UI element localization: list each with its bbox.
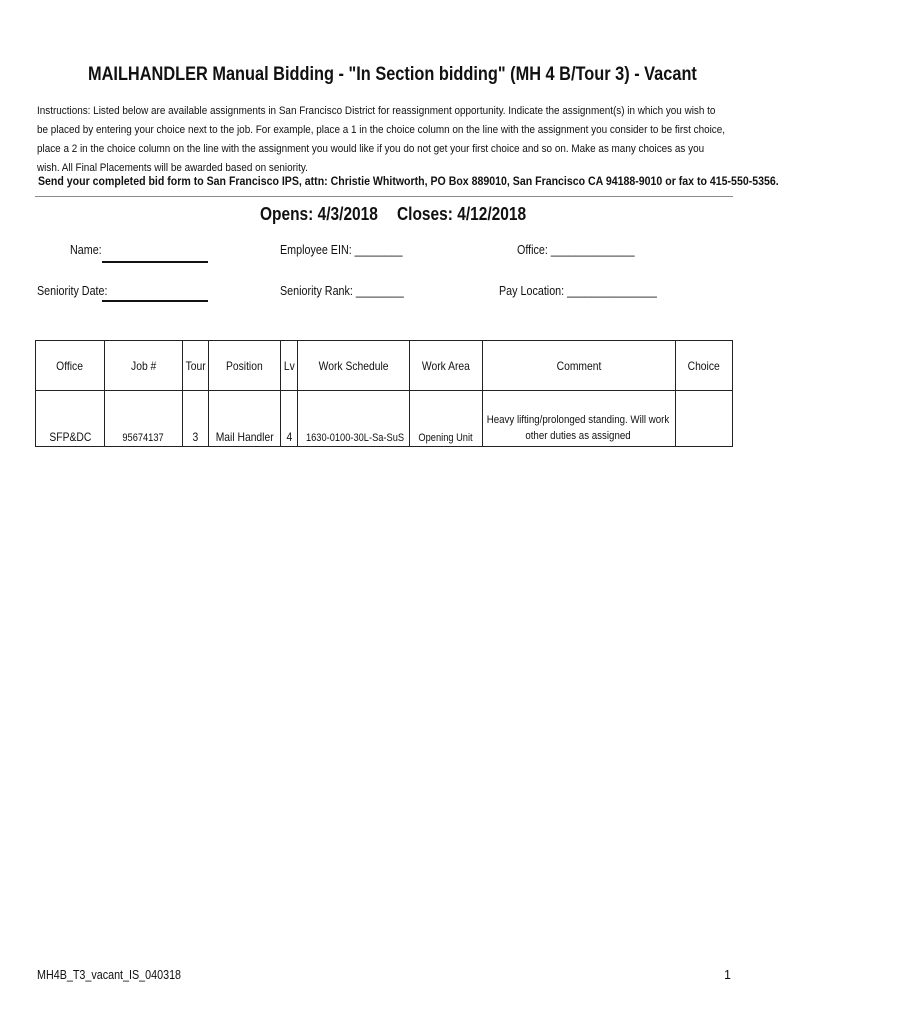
header-work-schedule <box>298 341 410 391</box>
seniority-date-field[interactable] <box>102 300 208 302</box>
table-row <box>36 391 733 447</box>
assignments-table <box>35 340 733 447</box>
footer-doc-id <box>37 968 204 982</box>
cell-job-text: 95674137 <box>122 432 165 444</box>
header-job <box>105 341 183 391</box>
header-choice <box>676 341 733 391</box>
header-tour <box>183 341 209 391</box>
employee-ein-field[interactable] <box>280 243 422 257</box>
cell-work-schedule <box>298 391 410 447</box>
seniority-date-label-text: Seniority Date: <box>37 284 108 298</box>
name-label <box>70 243 107 257</box>
divider <box>35 196 733 197</box>
name-label-text: Name: <box>70 243 102 257</box>
cell-lv-text: 4 <box>286 430 292 444</box>
cell-tour-text: 3 <box>192 430 199 444</box>
header-tour-text: Tour <box>185 358 206 373</box>
header-work-schedule-text: Work Schedule <box>318 358 389 373</box>
cell-comment <box>483 391 676 447</box>
pay-location-field[interactable] <box>499 284 683 298</box>
header-choice-text: Choice <box>687 358 721 373</box>
name-field[interactable] <box>102 261 208 263</box>
cell-position-text: Mail Handler <box>215 430 274 444</box>
cell-office <box>36 391 105 447</box>
cell-office-text: SFP&DC <box>49 430 91 444</box>
header-comment-text: Comment <box>556 358 602 373</box>
opens-date <box>260 204 397 225</box>
cell-choice[interactable] <box>676 391 733 447</box>
page-number: 1 <box>724 968 731 982</box>
page-title <box>88 64 728 86</box>
instructions-text: Instructions: Listed below are available assignments in San Francisco District for reassignment opportunity. Indicate the assignment(s) in which you wish to be placed by entering your choice next to the job. For example, place a 1 in the choice column on the line with the assignment you consider to be first choice, place a 2 in the choice column on the line with the assignment you would like if you do not get your first choice and so on. Make as many choices as you wish. All Final Placements will be awarded based on seniority. <box>37 105 726 174</box>
header-work-area-text: Work Area <box>422 358 470 373</box>
header-office-text: Office <box>56 358 84 373</box>
header-lv <box>281 341 298 391</box>
table-header-row <box>36 341 733 391</box>
header-job-text: Job # <box>130 358 157 373</box>
seniority-date-label <box>37 284 119 298</box>
cell-work-area-text: Opening Unit <box>418 432 474 444</box>
footer-doc-id-text: MH4B_T3_vacant_IS_040318 <box>37 968 182 982</box>
cell-work-schedule-text: 1630-0100-30L-Sa-SuS <box>305 432 405 444</box>
header-position-text: Position <box>226 358 263 373</box>
header-comment <box>483 341 676 391</box>
seniority-rank-text: Seniority Rank: ________ <box>280 284 404 298</box>
seniority-rank-field[interactable] <box>280 284 424 298</box>
cell-position <box>209 391 281 447</box>
send-instructions-text: Send your completed bid form to San Francisco IPS, attn: Christie Whitworth, PO Box 889010, San Francisco CA 94188-9010 or fax to 415-550-5356. <box>38 174 779 188</box>
office-text: Office: ______________ <box>517 243 635 257</box>
header-position <box>209 341 281 391</box>
employee-ein-text: Employee EIN: ________ <box>280 243 403 257</box>
header-work-area <box>410 341 483 391</box>
cell-job <box>105 391 183 447</box>
closes-date-text: Closes: 4/12/2018 <box>397 204 527 224</box>
cell-work-area <box>410 391 483 447</box>
page-title-text: MAILHANDLER Manual Bidding - "In Section bidding" (MH 4 B/Tour 3) - Vacant <box>88 64 697 85</box>
office-field[interactable] <box>517 243 654 257</box>
send-instructions <box>38 174 899 188</box>
opens-date-text: Opens: 4/3/2018 <box>260 204 378 224</box>
cell-lv <box>281 391 298 447</box>
cell-comment-text: Heavy lifting/prolonged standing. Will work other duties as assigned <box>486 414 670 442</box>
pay-location-text: Pay Location: _______________ <box>499 284 657 298</box>
closes-date <box>397 204 547 225</box>
header-lv-text: Lv <box>283 358 295 373</box>
header-office <box>36 341 105 391</box>
cell-tour <box>183 391 209 447</box>
